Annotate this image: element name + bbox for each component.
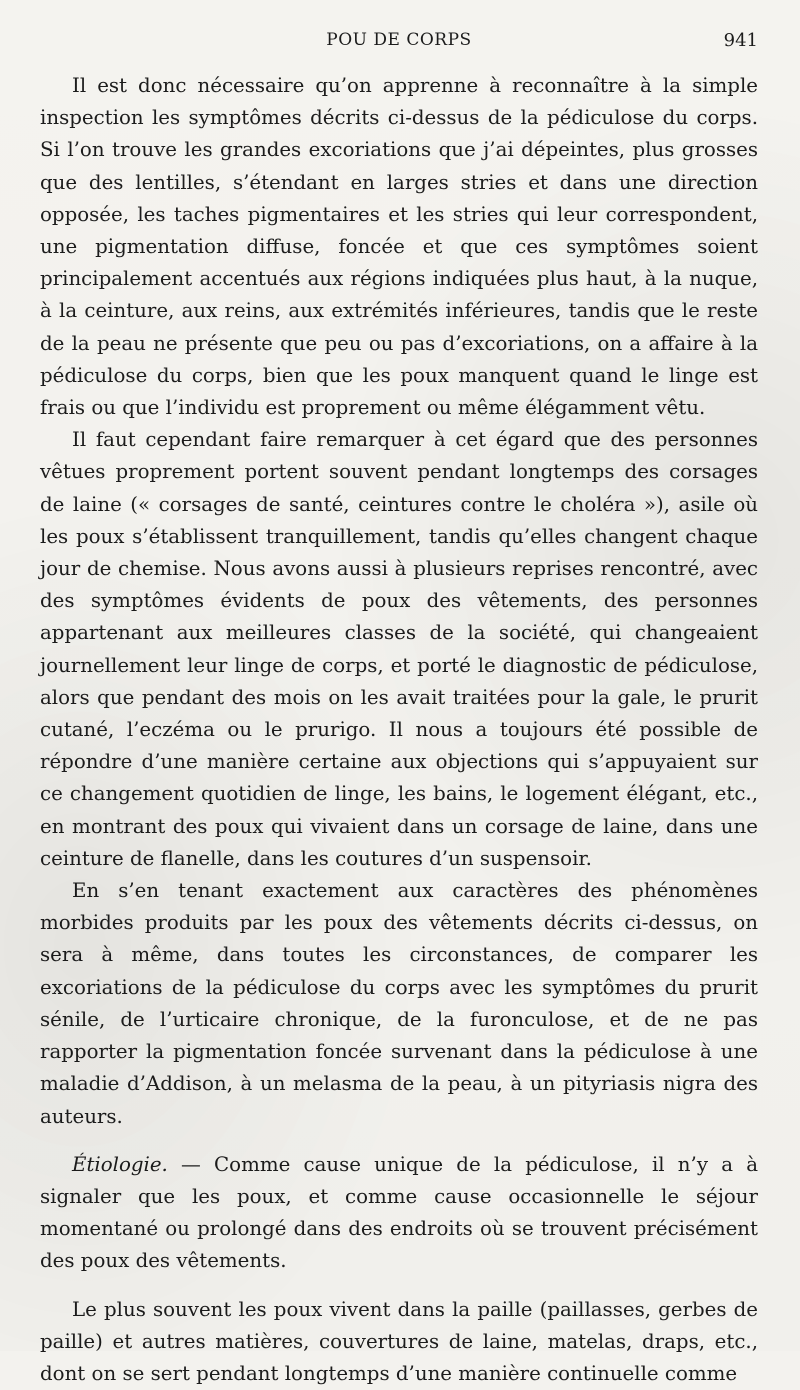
running-head: POU DE CORPS	[326, 30, 472, 50]
page-number: 941	[723, 30, 758, 51]
etiology-text: — Comme cause unique de la pédiculose, il n’y a à signaler que les poux, et comme cause occasionnelle le séjour momentané ou prolongé dans des endroits où se trouvent précisément des poux des vêtements.	[40, 1152, 758, 1273]
page-header	[40, 30, 758, 60]
paragraph-3: En s’en tenant exactement aux caractères des phénomènes morbides produits par les poux des vêtements décrits ci-dessus, on sera à même, dans toutes les circonstances, de comparer les excoriations de la pédiculose du corps avec les symptômes du prurit sénile, de l’urticaire chronique, de la furonculose, et de ne pas rapporter la pigmentation foncée survenant dans la pédiculose à une maladie d’Addison, à un melasma de la peau, à un pityriasis nigra des auteurs.	[40, 879, 758, 1128]
paragraph-final: Le plus souvent les poux vivent dans la paille (paillasses, gerbes de paille) et autres matières, couvertures de laine, matelas, draps, etc., dont on se sert pendant longtemps d’une manière continuelle comme	[40, 1297, 758, 1385]
etiology-paragraph	[40, 1149, 758, 1278]
etiology-label: Étiologie.	[72, 1152, 168, 1176]
paragraph-1: Il est donc nécessaire qu’on apprenne à reconnaître à la simple inspection les symptômes décrits ci-dessus de la pédiculose du corps. Si l’on trouve les grandes excoriations que j’ai dépeintes, plus grosses que des lentilles, s’étendant en larges stries et dans une direction opposée, les taches pigmentaires et les stries qui leur correspondent, une pigmentation diffuse, foncée et que ces symptômes soient principalement accentués aux régions indiquées plus haut, à la nuque, à la ceinture, aux reins, aux extrémités inférieures, tandis que le reste de la peau ne présente que peu ou pas d’excoriations, on a affaire à la pédiculose du corps, bien que les poux manquent quand le linge est frais ou que l’individu est proprement ou même élégamment vêtu.	[40, 74, 758, 420]
paragraph-2: Il faut cependant faire remarquer à cet égard que des personnes vêtues proprement portent souvent pendant longtemps des corsages de laine (« corsages de santé, ceintures contre le choléra »), asile où les poux s’établissent tranquillement, tandis qu’elles changent chaque jour de chemise. Nous avons aussi à plusieurs reprises rencontré, avec des symptômes évidents de poux des vêtements, des personnes appartenant aux meilleures classes de la société, qui changeaient journellement leur linge de corps, et porté le diagnostic de pédiculose, alors que pendant des mois on les avait traitées pour la gale, le prurit cutané, l’eczéma ou le prurigo. Il nous a toujours été possible de répondre d’une manière certaine aux objections qui s’appuyaient sur ce changement quotidien de linge, les bains, le logement élégant, etc., en montrant des poux qui vivaient dans un corsage de laine, dans une ceinture de flanelle, dans les coutures d’un suspensoir.	[40, 428, 758, 870]
body-text	[40, 70, 758, 1390]
